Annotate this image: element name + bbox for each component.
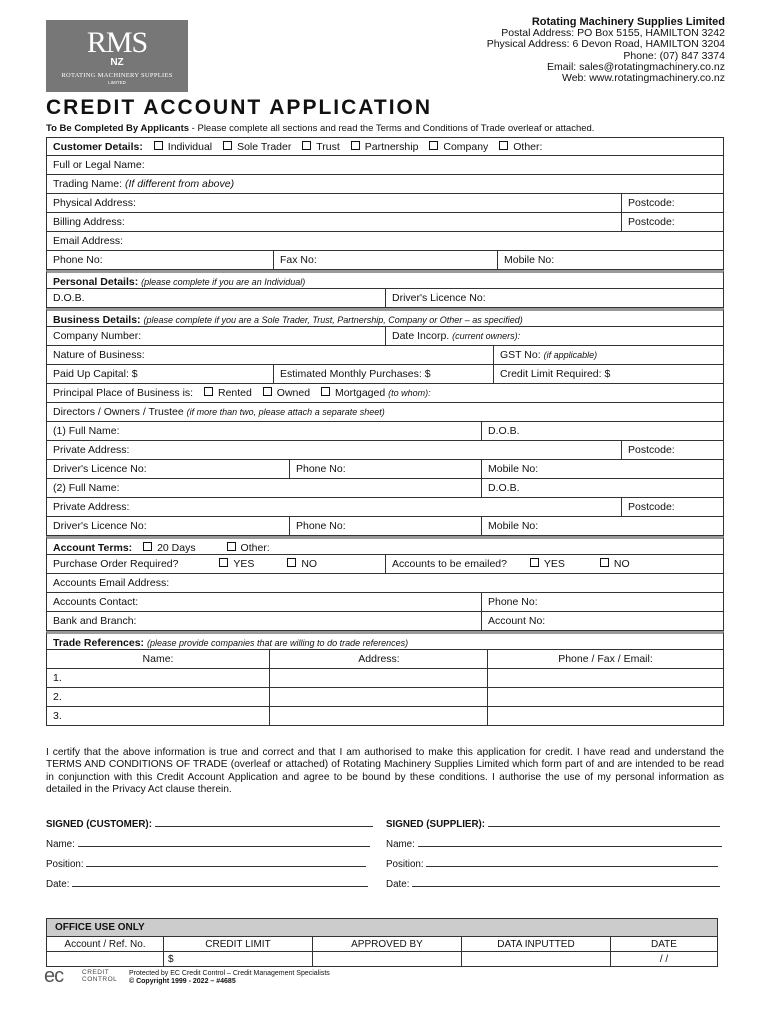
trade-row-1[interactable] (46, 669, 724, 688)
personal-details-row (46, 270, 724, 289)
email-field[interactable] (46, 232, 724, 251)
office-account-ref-cell[interactable] (47, 952, 164, 967)
accounts-contact-row[interactable] (46, 593, 724, 612)
accounts-contact-label: Accounts Contact: (53, 596, 139, 608)
gst-label: GST No: (500, 349, 541, 361)
customer-details-row (46, 137, 724, 156)
director2-postcode-label: Postcode: (621, 498, 723, 516)
trade-row-number: 1. (53, 672, 62, 684)
billing-address-label: Billing Address: (53, 216, 125, 228)
full-name-label: Full or Legal Name: (53, 159, 145, 171)
option-terms-other: Other: (240, 542, 270, 554)
account-terms-row (46, 536, 724, 555)
physical-postcode-label: Postcode: (621, 194, 723, 212)
checkbox-po-yes[interactable] (219, 558, 228, 567)
director1-name-label: (1) Full Name: (53, 425, 120, 437)
directors-note: (if more than two, please attach a separate sheet) (186, 407, 385, 417)
company-number-row[interactable] (46, 327, 724, 346)
checkbox-individual[interactable] (154, 141, 163, 150)
po-yes-label: YES (233, 558, 255, 570)
office-date-cell[interactable]: / / (611, 952, 718, 967)
trading-name-label: Trading Name: (53, 178, 123, 190)
customer-position-label: Position: (46, 859, 84, 870)
date-incorp-note: (current owners): (452, 331, 521, 341)
trade-col-contact: Phone / Fax / Email: (487, 650, 723, 668)
option-sole-trader: Sole Trader (237, 141, 292, 153)
director1-postcode-label: Postcode: (621, 441, 723, 459)
customer-date-line[interactable] (72, 878, 368, 887)
director2-name-label: (2) Full Name: (53, 482, 120, 494)
director2-mobile-label: Mobile No: (481, 517, 723, 535)
licence-label: Driver's Licence No: (385, 289, 723, 307)
trade-note: (please provide companies that are willing to do trade references) (146, 638, 409, 648)
office-approved-by-cell[interactable] (313, 952, 462, 967)
account-no-label: Account No: (481, 612, 723, 630)
company-logo (46, 20, 188, 92)
office-value-row (47, 952, 718, 967)
nature-business-row[interactable] (46, 346, 724, 365)
signed-row (46, 818, 724, 838)
directors-row (46, 403, 724, 422)
office-col-approved-by: APPROVED BY (313, 937, 462, 952)
personal-heading: Personal Details: (53, 276, 139, 288)
physical-address: Physical Address: 6 Devon Road, HAMILTON 3204 (486, 38, 725, 51)
office-use-table (46, 936, 718, 967)
company-web: Web: www.rotatingmachinery.co.nz (561, 72, 725, 85)
phone-label: Phone No: (53, 254, 103, 266)
office-data-inputted-cell[interactable] (462, 952, 611, 967)
director1-name-row[interactable] (46, 422, 724, 441)
business-heading: Business Details: (53, 314, 141, 326)
trade-header-row (46, 650, 724, 669)
director2-dob-label: D.O.B. (481, 479, 723, 497)
email-label: Email Address: (53, 235, 124, 247)
billing-postcode-label: Postcode: (621, 213, 723, 231)
director1-address-label: Private Address: (53, 444, 130, 456)
office-col-account-ref: Account / Ref. No. (47, 937, 164, 952)
credit-limit-label: Credit Limit Required: $ (493, 365, 723, 383)
name-row (46, 838, 724, 858)
checkbox-20-days[interactable] (143, 542, 152, 551)
checkbox-trust[interactable] (302, 141, 311, 150)
trade-references-row (46, 631, 724, 650)
checkbox-rented[interactable] (204, 387, 213, 396)
director2-licence-label: Driver's Licence No: (53, 520, 147, 532)
to-whom-note: (to whom): (388, 388, 431, 398)
checkbox-mortgaged[interactable] (321, 387, 330, 396)
purchase-order-row (46, 555, 724, 574)
trading-name-note: (If different from above) (124, 178, 235, 190)
supplier-name-label: Name: (386, 839, 415, 850)
mobile-label: Mobile No: (497, 251, 723, 269)
checkbox-po-no[interactable] (287, 558, 296, 567)
trade-row-2[interactable] (46, 688, 724, 707)
checkbox-owned[interactable] (263, 387, 272, 396)
trade-col-address: Address: (269, 650, 488, 668)
postal-address: Postal Address: PO Box 5155, HAMILTON 3242 (501, 27, 725, 40)
director1-dob-label: D.O.B. (481, 422, 723, 440)
signed-customer-line[interactable] (155, 818, 373, 827)
copyright-text: © Copyright 1999 - 2022 – #4685 (129, 978, 236, 985)
option-20-days: 20 Days (157, 542, 196, 554)
emailed-yes-label: YES (543, 558, 565, 570)
signatures-section (46, 818, 724, 898)
trade-col-name: Name: (142, 653, 174, 665)
full-name-field[interactable] (46, 156, 724, 175)
checkbox-sole-trader[interactable] (223, 141, 232, 150)
account-heading: Account Terms: (53, 542, 133, 554)
business-note: (please complete if you are a Sole Trader, Trust, Partnership, Company or Other – as specified) (143, 315, 523, 325)
signed-supplier-label: SIGNED (SUPPLIER): (386, 819, 486, 830)
checkbox-partnership[interactable] (351, 141, 360, 150)
ec-logo-text (82, 969, 117, 983)
dob-label: D.O.B. (53, 292, 85, 304)
directors-label: Directors / Owners / Trustee (53, 406, 184, 418)
po-required-label: Purchase Order Required? (53, 558, 179, 570)
bank-row[interactable] (46, 612, 724, 631)
application-form (46, 137, 724, 726)
company-email: Email: sales@rotatingmachinery.co.nz (547, 60, 725, 73)
company-number-label: Company Number: (53, 330, 142, 342)
capital-row[interactable] (46, 365, 724, 384)
checkbox-emailed-no[interactable] (600, 558, 609, 567)
personal-dob-row[interactable] (46, 289, 724, 308)
company-details (487, 17, 725, 84)
option-other: Other: (513, 141, 543, 153)
logo-limited: LIMITED (108, 80, 126, 85)
supplier-date-line[interactable] (412, 878, 720, 887)
gst-note: (if applicable) (543, 350, 598, 360)
trading-name-field[interactable] (46, 175, 724, 194)
customer-name-label: Name: (46, 839, 75, 850)
director2-name-row[interactable] (46, 479, 724, 498)
option-rented: Rented (218, 387, 252, 399)
option-individual: Individual (167, 141, 213, 153)
office-header-row (47, 937, 718, 952)
customer-heading: Customer Details: (53, 141, 143, 153)
nature-label: Nature of Business: (53, 349, 145, 361)
office-use-section (46, 918, 718, 967)
signed-supplier-line[interactable] (488, 818, 720, 827)
protected-text: Protected by EC Credit Control – Credit Management Specialists (129, 970, 330, 977)
director2-address-label: Private Address: (53, 501, 130, 513)
office-col-data-inputted: DATA INPUTTED (462, 937, 611, 952)
supplier-date-label: Date: (386, 879, 410, 890)
trade-row-3[interactable] (46, 707, 724, 726)
paid-up-label: Paid Up Capital: $ (53, 368, 138, 380)
director2-address-row[interactable] (46, 498, 724, 517)
emailed-no-label: NO (613, 558, 630, 570)
footer (44, 966, 444, 988)
instructions (46, 123, 594, 134)
principal-place-label: Principal Place of Business is: (53, 387, 194, 399)
customer-position-line[interactable] (86, 858, 366, 867)
office-credit-limit-cell[interactable]: $ (164, 952, 313, 967)
director2-phone-label: Phone No: (289, 517, 482, 535)
director1-licence-label: Driver's Licence No: (53, 463, 147, 475)
est-monthly-label: Estimated Monthly Purchases: $ (273, 365, 494, 383)
contact-numbers-row[interactable] (46, 251, 724, 270)
director1-licence-row[interactable] (46, 460, 724, 479)
supplier-name-line[interactable] (418, 838, 722, 847)
ec-line-1: CREDIT (82, 969, 110, 976)
logo-subtitle: ROTATING MACHINERY SUPPLIES (61, 72, 173, 79)
option-trust: Trust (316, 141, 340, 153)
accounts-phone-label: Phone No: (481, 593, 723, 611)
personal-note: (please complete if you are an Individual) (141, 277, 306, 287)
page-title: CREDIT ACCOUNT APPLICATION (46, 96, 433, 119)
checkbox-emailed-yes[interactable] (530, 558, 539, 567)
option-company: Company (443, 141, 489, 153)
physical-address-label: Physical Address: (53, 197, 136, 209)
logo-nz: NZ (110, 57, 124, 68)
company-phone: Phone: (07) 847 3374 (623, 49, 725, 62)
option-partnership: Partnership (364, 141, 419, 153)
principal-place-row (46, 384, 724, 403)
ec-logo: ec (44, 965, 64, 987)
trade-row-number: 3. (53, 710, 62, 722)
option-mortgaged: Mortgaged (334, 387, 386, 399)
supplier-position-line[interactable] (426, 858, 718, 867)
checkbox-terms-other[interactable] (227, 542, 236, 551)
customer-date-label: Date: (46, 879, 70, 890)
office-col-date: DATE (611, 937, 718, 952)
fax-label: Fax No: (273, 251, 498, 269)
emailed-label: Accounts to be emailed? (392, 558, 507, 570)
director1-address-row[interactable] (46, 441, 724, 460)
trade-row-number: 2. (53, 691, 62, 703)
trade-heading: Trade References: (53, 637, 145, 649)
accounts-email-label: Accounts Email Address: (53, 577, 170, 589)
director1-mobile-label: Mobile No: (481, 460, 723, 478)
instructions-text: - Please complete all sections and read the Terms and Conditions of Trade overleaf or attached. (189, 123, 595, 134)
customer-name-line[interactable] (78, 838, 370, 847)
billing-address-field[interactable] (46, 213, 724, 232)
office-col-credit-limit: CREDIT LIMIT (164, 937, 313, 952)
po-no-label: NO (301, 558, 318, 570)
footer-protected (129, 970, 330, 986)
certification-text: I certify that the above information is true and correct and that I am authorised to make this application for credit. I have read and understand the TERMS AND CONDITIONS OF TRADE (overleaf or attached) of Rotating Machinery Supplies Limited which form part of and are intended to be read in conjunction with this Credit Account Application and agree to be bound by these conditions. I authorise the use of my personal information as detailed in the Privacy Act clause therein. (46, 747, 724, 796)
ec-line-2: CONTROL (82, 976, 118, 983)
checkbox-company[interactable] (429, 141, 438, 150)
supplier-position-label: Position: (386, 859, 424, 870)
signed-customer-label: SIGNED (CUSTOMER): (46, 819, 152, 830)
position-row (46, 858, 724, 878)
accounts-email-row[interactable] (46, 574, 724, 593)
physical-address-field[interactable] (46, 194, 724, 213)
date-incorp-label: Date Incorp. (392, 330, 450, 342)
company-name: Rotating Machinery Supplies Limited (531, 16, 725, 28)
director2-licence-row[interactable] (46, 517, 724, 536)
bank-label: Bank and Branch: (53, 615, 137, 627)
checkbox-other[interactable] (499, 141, 508, 150)
logo-mark: RMS (86, 26, 148, 59)
business-details-row (46, 308, 724, 327)
instructions-bold: To Be Completed By Applicants (46, 123, 190, 134)
director1-phone-label: Phone No: (289, 460, 482, 478)
date-row (46, 878, 724, 898)
option-owned: Owned (276, 387, 311, 399)
office-use-heading: OFFICE USE ONLY (46, 918, 718, 936)
